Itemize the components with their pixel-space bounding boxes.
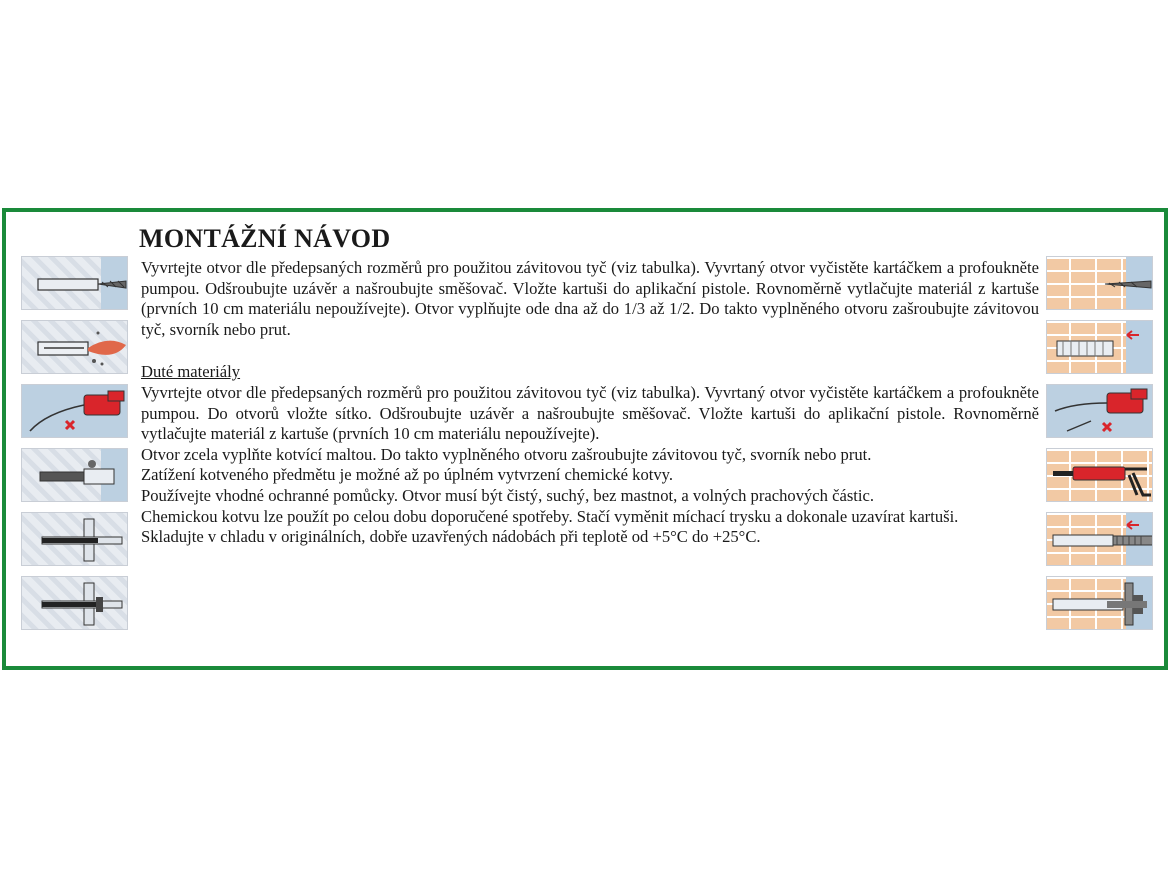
left-illustrations — [21, 256, 128, 640]
mixer-nozzle-icon — [21, 448, 128, 502]
drill-icon — [21, 256, 128, 310]
hollow-paragraph-4: Používejte vhodné ochranné pomůcky. Otvor musí být čistý, suchý, bez mastnot, a volných prachových částic. — [141, 485, 875, 505]
hollow-paragraph-3: Zatížení kotveného předmětu je možné až po úplném vytvrzení chemické kotvy. — [141, 465, 674, 485]
page-title: MONTÁŽNÍ NÁVOD — [139, 224, 391, 253]
rod-insert-icon — [1046, 512, 1153, 566]
instructions-text — [141, 258, 1039, 548]
instructions-panel — [2, 208, 1168, 670]
cartridge-icon — [21, 384, 128, 438]
hollow-materials-heading: Duté materiály — [141, 362, 241, 382]
sieve-sleeve-icon — [1046, 320, 1153, 374]
hollow-paragraph-5: Chemickou kotvu lze použít po celou dobu doporučené spotřeby. Stačí vyměnit míchací trysku a dokonale uzavírat kartuši. — [141, 506, 959, 526]
hollow-paragraph-2: Otvor zcela vyplňte kotvící maltou. Do takto vyplněného otvoru zašroubujte závitovou tyč, svorník nebo prut. — [141, 444, 872, 464]
cartridge-icon — [1046, 384, 1153, 438]
hollow-paragraph-1: Vyvrtejte otvor dle předepsaných rozměrů pro použitou závitovou tyč (viz tabulka). Vyvrtaný otvor vyčistěte kartáčkem a profoukněte pumpou. Do otvorů vložte sítko. Odšroubujte uzávěr a našroubujte směšovač. Vložte kartuši do aplikační pistole. Rovnoměrně vytlačujte materiál z kartuše (prvních 10 cm materiálu nepoužívejte). — [141, 382, 1039, 444]
drill-icon — [1046, 256, 1153, 310]
fixture-mounted-icon — [1046, 576, 1153, 630]
rod-insert-icon — [21, 512, 128, 566]
hollow-paragraph-6: Skladujte v chladu v originálních, dobře uzavřených nádobách při teplotě od +5°C do +25°C. — [141, 527, 761, 547]
dispenser-gun-icon — [1046, 448, 1153, 502]
intro-paragraph: Vyvrtejte otvor dle předepsaných rozměrů pro použitou závitovou tyč (viz tabulka). Vyvrtaný otvor vyčistěte kartáčkem a profoukněte pumpou. Odšroubujte uzávěr a našroubujte směšovač. Vložte kartuši do aplikační pistole. Rovnoměrně vytlačujte materiál z kartuše (prvních 10 cm materiálu nepoužívejte). Otvor vyplňujte ode dna až do 1/3 až 1/2. Do takto vyplněného otvoru zašroubujte závitovou tyč, svorník nebo prut. — [141, 258, 1039, 339]
blow-pump-icon — [21, 320, 128, 374]
fixture-mounted-icon — [21, 576, 128, 630]
right-illustrations — [1046, 256, 1153, 640]
